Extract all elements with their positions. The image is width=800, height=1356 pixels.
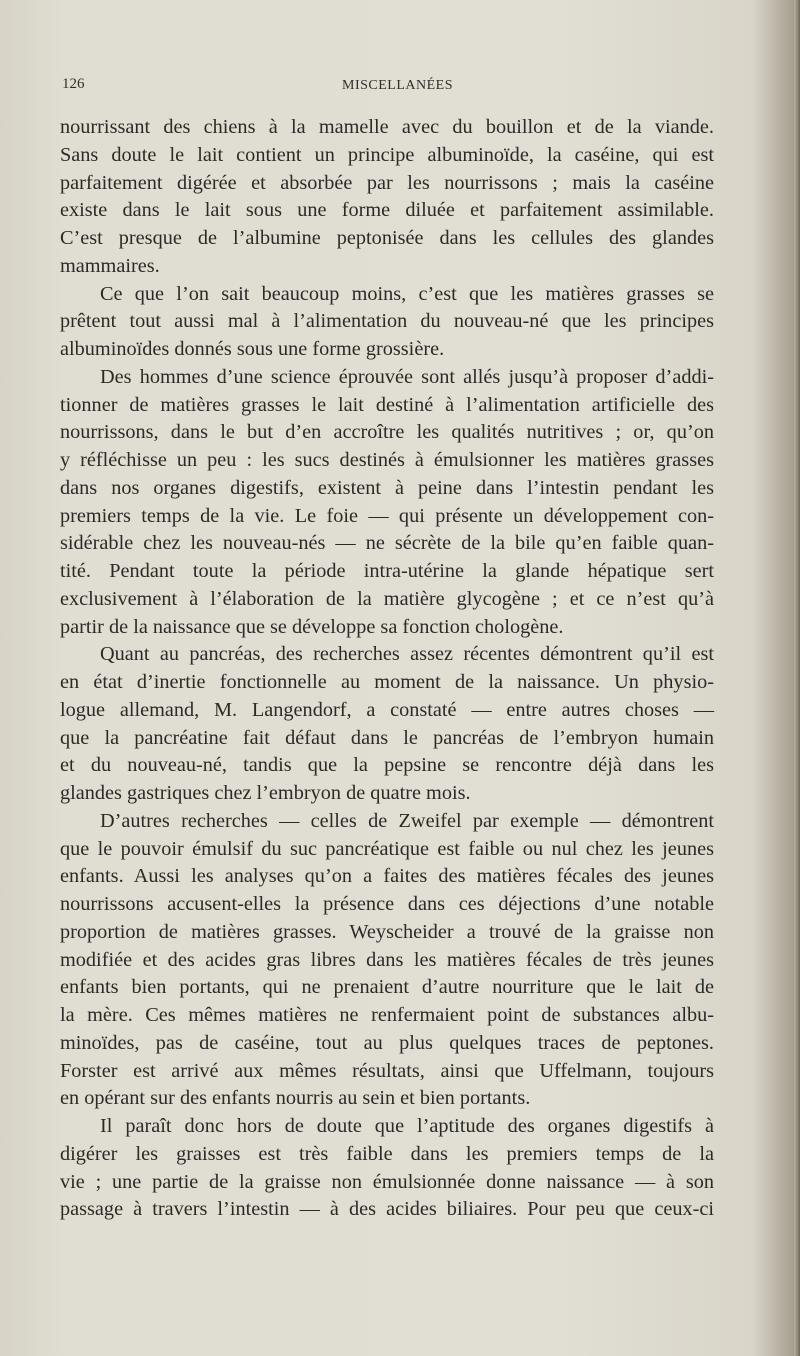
text-line: dans nos organes digestifs, existent à peine dans l’intestin pendant les (60, 476, 714, 499)
text-line: Des hommes d’une science éprouvée sont allés jusqu’à proposer d’addi- (100, 365, 714, 388)
text-line: en état d’inertie fonctionnelle au moment de la naissance. Un physio- (60, 671, 714, 693)
text-line: y réfléchisse un peu : les sucs destinés à émulsionner les matières grasses (60, 449, 714, 471)
text-line: premiers temps de la vie. Le foie — qui présente un développement con- (60, 504, 714, 527)
text-line: prêtent tout aussi mal à l’alimentation du nouveau-né que les principes (60, 310, 714, 333)
text-line: Quant au pancréas, des recherches assez récentes démontrent qu’il est (100, 643, 714, 666)
body-text (60, 114, 714, 1224)
text-line: exclusivement à l’élaboration de la matière glycogène ; et ce n’est qu’à (60, 587, 714, 610)
text-line: Sans doute le lait contient un principe albuminoïde, la caséine, qui est (60, 143, 714, 166)
text-line: proportion de matières grasses. Weyscheider a trouvé de la graisse non (60, 920, 714, 943)
text-line: tité. Pendant toute la période intra-utérine la glande hépatique sert (60, 560, 714, 582)
text-line: que la pancréatine fait défaut dans le pancréas de l’embryon humain (60, 726, 714, 749)
text-line: digérer les graisses est très faible dans les premiers temps de la (60, 1142, 714, 1165)
text-line: albuminoïdes donnés sous une forme grossière. (60, 338, 445, 360)
text-line: sidérable chez les nouveau-nés — ne sécrète de la bile qu’en faible quan- (60, 532, 714, 555)
page-edge (794, 0, 800, 1356)
text-line: que le pouvoir émulsif du suc pancréatique est faible ou nul chez les jeunes (60, 837, 714, 860)
text-line: C’est presque de l’albumine peptonisée dans les cellules des glandes (60, 227, 714, 249)
text-line: Il paraît donc hors de doute que l’aptitude des organes digestifs à (100, 1115, 714, 1137)
text-line: nourrissant des chiens à la mamelle avec du bouillon et de la viande. (60, 116, 714, 138)
page-header (62, 76, 712, 100)
text-line: nourrissons accusent-elles la présence dans ces déjections d’une notable (60, 893, 714, 915)
page-number: 126 (62, 76, 85, 92)
text-line: modifiée et des acides gras libres dans les matières fécales de très jeunes (60, 948, 714, 971)
text-line: nourrissons, dans le but d’en accroître les qualités nutritives ; or, qu’on (60, 421, 714, 444)
text-line: enfants bien portants, qui ne prenaient d’autre nourriture que le lait de (60, 976, 714, 999)
text-line: et du nouveau-né, tandis que la pepsine se rencontre déjà dans les (60, 754, 714, 777)
text-line: la mère. Ces mêmes matières ne renfermaient point de substances albu- (60, 1004, 714, 1026)
text-line: passage à travers l’intestin — à des acides biliaires. Pour peu que ceux-ci (60, 1198, 714, 1221)
text-line: Ce que l’on sait beaucoup moins, c’est que les matières grasses se (100, 282, 714, 305)
text-line: enfants. Aussi les analyses qu’on a faites des matières fécales des jeunes (60, 865, 714, 888)
text-line: partir de la naissance que se développe sa fonction chologène. (60, 615, 564, 638)
text-line: glandes gastriques chez l’embryon de quatre mois. (60, 782, 471, 804)
text-line: logue allemand, M. Langendorf, a constaté — entre autres choses — (60, 698, 714, 721)
text-line: minoïdes, pas de caséine, tout au plus quelques traces de peptones. (60, 1031, 714, 1054)
text-line: mammaires. (60, 254, 160, 277)
text-line: vie ; une partie de la graisse non émulsionnée donne naissance — à son (60, 1170, 714, 1193)
text-line: parfaitement digérée et absorbée par les nourrissons ; mais la caséine (60, 171, 714, 194)
running-head: MISCELLANÉES (342, 78, 453, 93)
text-line: en opérant sur des enfants nourris au sein et bien portants. (60, 1087, 531, 1110)
text-line: existe dans le lait sous une forme diluée et parfaitement assimilable. (60, 199, 714, 222)
text-line: tionner de matières grasses le lait destiné à l’alimentation artificielle des (60, 393, 714, 416)
text-line: Forster est arrivé aux mêmes résultats, ainsi que Uffelmann, toujours (60, 1059, 714, 1082)
text-line: D’autres recherches — celles de Zweifel par exemple — démontrent (100, 809, 714, 832)
